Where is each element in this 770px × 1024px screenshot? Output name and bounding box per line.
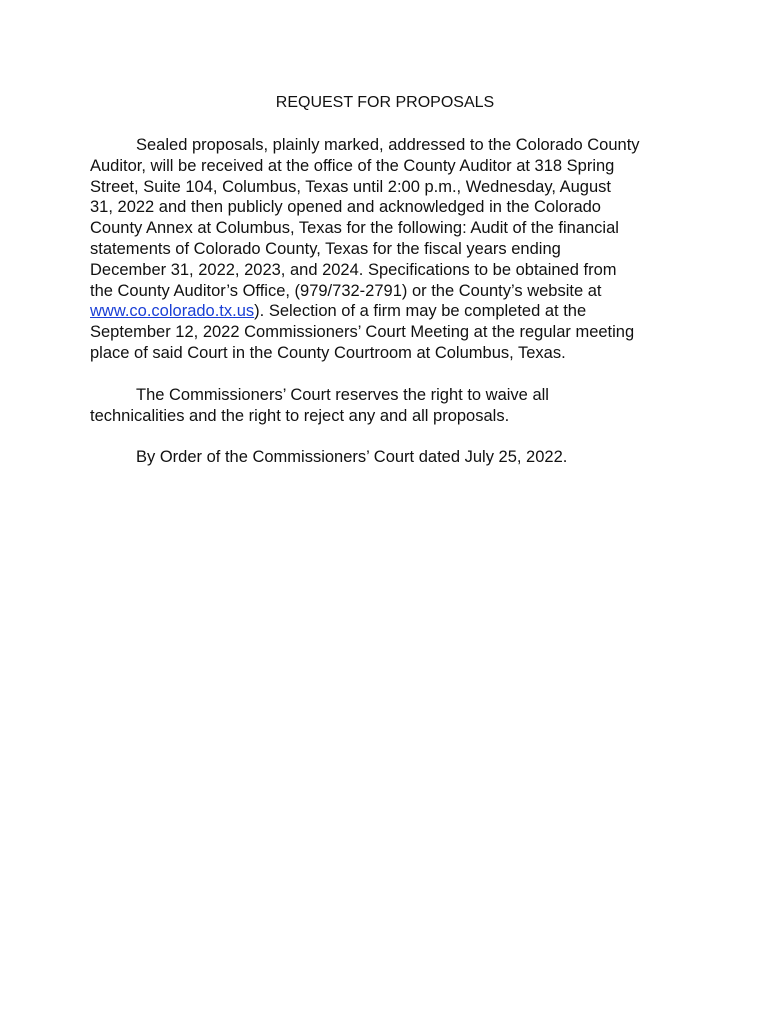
paragraph-line: The Commissioners’ Court reserves the right to waive all	[136, 386, 549, 404]
paragraph-line: Street, Suite 104, Columbus, Texas until 2:00 p.m., Wednesday, August	[90, 177, 611, 196]
paragraph-line: the County Auditor’s Office, (979/732-2791) or the County’s website at	[90, 281, 602, 300]
paragraph-line: County Annex at Columbus, Texas for the following: Audit of the financial	[90, 219, 619, 238]
paragraph-line: technicalities and the right to reject any and all proposals.	[90, 406, 510, 425]
paragraph-line-with-link	[90, 301, 680, 322]
page-title: REQUEST FOR PROPOSALS	[275, 94, 495, 111]
paragraph-line: Auditor, will be received at the office of the County Auditor at 318 Spring	[90, 156, 615, 175]
paragraph-line: statements of Colorado County, Texas for the fiscal years ending	[90, 239, 561, 258]
county-website-link[interactable]: www.co.colorado.tx.us	[90, 302, 255, 321]
proposal-paragraph	[90, 135, 680, 364]
paragraph-line: 31, 2022 and then publicly opened and acknowledged in the Colorado	[90, 198, 601, 217]
reservation-paragraph	[90, 385, 680, 427]
paragraph-line: December 31, 2022, 2023, and 2024. Specifications to be obtained from	[90, 260, 617, 279]
paragraph-line: place of said Court in the County Courtroom at Columbus, Texas.	[90, 343, 566, 362]
paragraph-line-text: ). Selection of a firm may be completed at the	[254, 302, 587, 321]
paragraph-line: September 12, 2022 Commissioners’ Court Meeting at the regular meeting	[90, 323, 635, 342]
paragraph-line: By Order of the Commissioners’ Court dated July 25, 2022.	[136, 448, 568, 466]
paragraph-line: Sealed proposals, plainly marked, addressed to the Colorado County	[136, 136, 640, 154]
order-paragraph	[90, 447, 680, 468]
